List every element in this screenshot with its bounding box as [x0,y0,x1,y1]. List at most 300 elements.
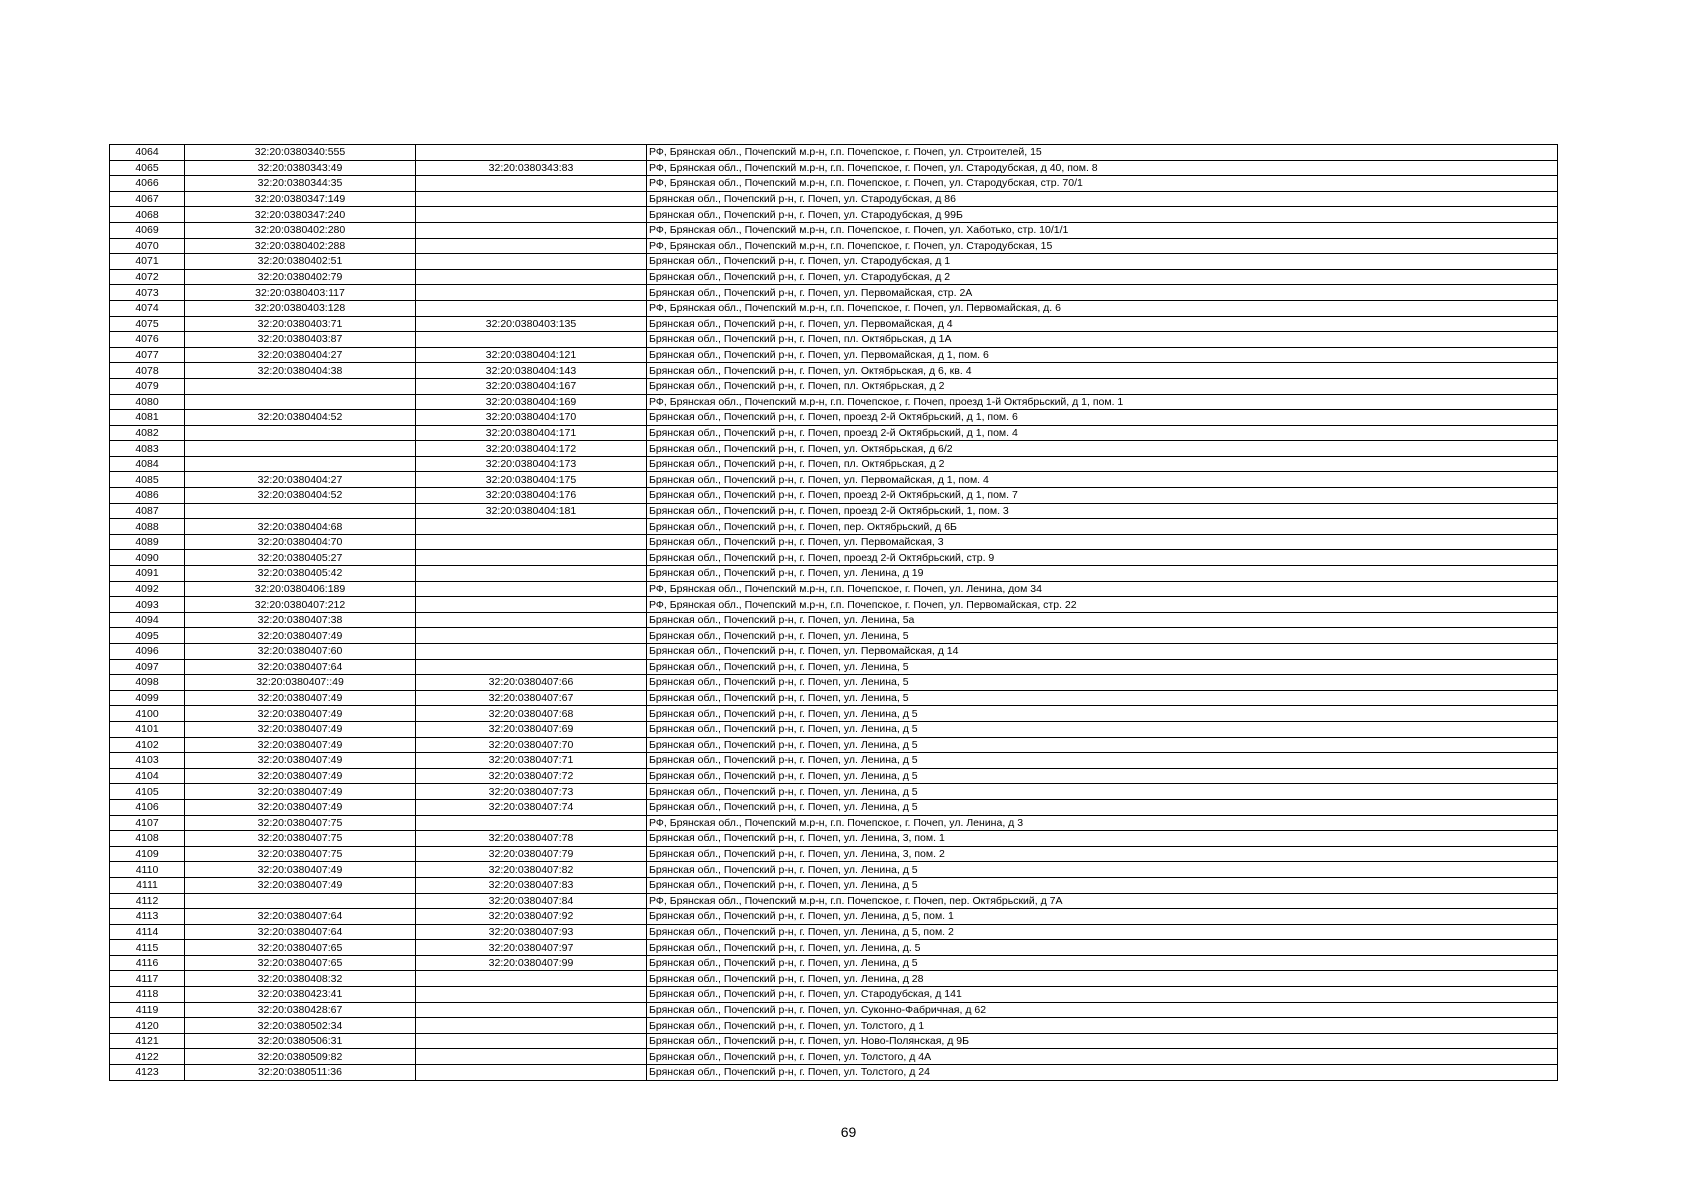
sub-cadastral-number-cell: 32:20:0380343:83 [416,160,647,176]
row-number-cell: 4112 [110,893,185,909]
cadastral-number-cell: 32:20:0380428:67 [185,1002,416,1018]
row-number-cell: 4090 [110,550,185,566]
table-row [110,1002,1558,1018]
row-number-cell: 4119 [110,1002,185,1018]
cadastral-number-cell: 32:20:0380407:49 [185,753,416,769]
cadastral-number-cell: 32:20:0380402:288 [185,238,416,254]
address-cell: РФ, Брянская обл., Почепский м.р-н, г.п. Почепское, г. Почеп, пер. Октябрьский, д 7А [647,893,1558,909]
address-cell: Брянская обл., Почепский р-н, г. Почеп, пер. Октябрьский, д 6Б [647,519,1558,535]
sub-cadastral-number-cell: 32:20:0380407:78 [416,831,647,847]
cadastral-number-cell [185,378,416,394]
sub-cadastral-number-cell: 32:20:0380407:71 [416,753,647,769]
cadastral-number-cell: 32:20:0380404:68 [185,519,416,535]
sub-cadastral-number-cell [416,300,647,316]
address-cell: Брянская обл., Почепский р-н, г. Почеп, ул. Ленина, 5а [647,612,1558,628]
row-number-cell: 4117 [110,971,185,987]
sub-cadastral-number-cell: 32:20:0380404:170 [416,410,647,426]
address-cell: Брянская обл., Почепский р-н, г. Почеп, ул. Ленина, д 19 [647,566,1558,582]
address-cell: Брянская обл., Почепский р-н, г. Почеп, ул. Ленина, д 5 [647,862,1558,878]
row-number-cell: 4065 [110,160,185,176]
table-row [110,690,1558,706]
sub-cadastral-number-cell: 32:20:0380407:79 [416,846,647,862]
sub-cadastral-number-cell: 32:20:0380404:143 [416,363,647,379]
sub-cadastral-number-cell: 32:20:0380407:68 [416,706,647,722]
cadastral-number-cell: 32:20:0380407:49 [185,862,416,878]
table-row [110,955,1558,971]
address-cell: Брянская обл., Почепский р-н, г. Почеп, ул. Толстого, д 1 [647,1018,1558,1034]
table-row [110,285,1558,301]
sub-cadastral-number-cell [416,566,647,582]
table-row [110,831,1558,847]
sub-cadastral-number-cell [416,987,647,1003]
table-row [110,659,1558,675]
table-row [110,971,1558,987]
cadastral-number-cell: 32:20:0380404:27 [185,347,416,363]
sub-cadastral-number-cell: 32:20:0380404:176 [416,488,647,504]
sub-cadastral-number-cell: 32:20:0380407:93 [416,924,647,940]
sub-cadastral-number-cell [416,659,647,675]
address-cell: Брянская обл., Почепский р-н, г. Почеп, ул. Ленина, д. 5 [647,940,1558,956]
row-number-cell: 4113 [110,909,185,925]
sub-cadastral-number-cell: 32:20:0380404:172 [416,441,647,457]
cadastral-number-cell: 32:20:0380407:64 [185,924,416,940]
property-table [109,144,1558,1081]
address-cell: Брянская обл., Почепский р-н, г. Почеп, ул. Ленина, д 5, пом. 1 [647,909,1558,925]
table-row [110,207,1558,223]
cadastral-number-cell [185,503,416,519]
sub-cadastral-number-cell [416,581,647,597]
address-cell: Брянская обл., Почепский р-н, г. Почеп, проезд 2-й Октябрьский, д 1, пом. 6 [647,410,1558,426]
cadastral-number-cell: 32:20:0380407:75 [185,815,416,831]
property-table-body [110,145,1558,1081]
table-row [110,254,1558,270]
cadastral-number-cell: 32:20:0380404:38 [185,363,416,379]
cadastral-number-cell: 32:20:0380347:240 [185,207,416,223]
cadastral-number-cell: 32:20:0380407:49 [185,737,416,753]
address-cell: Брянская обл., Почепский р-н, г. Почеп, ул. Первомайская, д 1, пом. 4 [647,472,1558,488]
table-row [110,644,1558,660]
address-cell: Брянская обл., Почепский р-н, г. Почеп, проезд 2-й Октябрьский, 1, пом. 3 [647,503,1558,519]
cadastral-number-cell: 32:20:0380408:32 [185,971,416,987]
row-number-cell: 4091 [110,566,185,582]
sub-cadastral-number-cell: 32:20:0380407:97 [416,940,647,956]
row-number-cell: 4079 [110,378,185,394]
address-cell: Брянская обл., Почепский р-н, г. Почеп, ул. Ленина, д 5 [647,768,1558,784]
cadastral-number-cell: 32:20:0380407:49 [185,768,416,784]
cadastral-number-cell: 32:20:0380340:555 [185,145,416,161]
cadastral-number-cell: 32:20:0380407:64 [185,659,416,675]
sub-cadastral-number-cell: 32:20:0380403:135 [416,316,647,332]
row-number-cell: 4103 [110,753,185,769]
address-cell: Брянская обл., Почепский р-н, г. Почеп, ул. Суконно-Фабричная, д 62 [647,1002,1558,1018]
address-cell: Брянская обл., Почепский р-н, г. Почеп, проезд 2-й Октябрьский, д 1, пом. 7 [647,488,1558,504]
sub-cadastral-number-cell [416,207,647,223]
row-number-cell: 4095 [110,628,185,644]
table-row [110,316,1558,332]
row-number-cell: 4104 [110,768,185,784]
cadastral-number-cell: 32:20:0380407:49 [185,799,416,815]
table-row [110,1049,1558,1065]
row-number-cell: 4081 [110,410,185,426]
address-cell: Брянская обл., Почепский р-н, г. Почеп, ул. Ленина, 5 [647,675,1558,691]
row-number-cell: 4071 [110,254,185,270]
cadastral-number-cell: 32:20:0380407:49 [185,877,416,893]
cadastral-number-cell: 32:20:0380407:38 [185,612,416,628]
table-row [110,799,1558,815]
cadastral-number-cell: 32:20:0380407:49 [185,706,416,722]
row-number-cell: 4085 [110,472,185,488]
sub-cadastral-number-cell: 32:20:0380407:74 [416,799,647,815]
sub-cadastral-number-cell [416,644,647,660]
cadastral-number-cell: 32:20:0380344:35 [185,176,416,192]
address-cell: Брянская обл., Почепский р-н, г. Почеп, проезд 2-й Октябрьский, стр. 9 [647,550,1558,566]
table-row [110,597,1558,613]
cadastral-number-cell: 32:20:0380407::49 [185,675,416,691]
row-number-cell: 4115 [110,940,185,956]
row-number-cell: 4118 [110,987,185,1003]
cadastral-number-cell: 32:20:0380407:49 [185,628,416,644]
address-cell: РФ, Брянская обл., Почепский м.р-н, г.п. Почепское, г. Почеп, ул. Ленина, дом 34 [647,581,1558,597]
cadastral-number-cell: 32:20:0380407:75 [185,846,416,862]
address-cell: Брянская обл., Почепский р-н, г. Почеп, ул. Ленина, д 5 [647,721,1558,737]
cadastral-number-cell: 32:20:0380407:65 [185,955,416,971]
sub-cadastral-number-cell [416,238,647,254]
sub-cadastral-number-cell [416,519,647,535]
address-cell: Брянская обл., Почепский р-н, г. Почеп, ул. Ленина, д 5 [647,737,1558,753]
address-cell: РФ, Брянская обл., Почепский м.р-н, г.п. Почепское, г. Почеп, ул. Строителей, 15 [647,145,1558,161]
sub-cadastral-number-cell [416,550,647,566]
row-number-cell: 4074 [110,300,185,316]
table-row [110,877,1558,893]
row-number-cell: 4121 [110,1033,185,1049]
address-cell: РФ, Брянская обл., Почепский м.р-н, г.п. Почепское, г. Почеп, ул. Первомайская, стр. 22 [647,597,1558,613]
cadastral-number-cell: 32:20:0380405:42 [185,566,416,582]
row-number-cell: 4109 [110,846,185,862]
table-row [110,862,1558,878]
sub-cadastral-number-cell: 32:20:0380404:175 [416,472,647,488]
cadastral-number-cell: 32:20:0380347:149 [185,191,416,207]
sub-cadastral-number-cell: 32:20:0380404:169 [416,394,647,410]
sub-cadastral-number-cell: 32:20:0380407:67 [416,690,647,706]
row-number-cell: 4107 [110,815,185,831]
table-row [110,176,1558,192]
sub-cadastral-number-cell [416,612,647,628]
cadastral-number-cell: 32:20:0380407:49 [185,784,416,800]
address-cell: Брянская обл., Почепский р-н, г. Почеп, ул. Стародубская, д 2 [647,269,1558,285]
sub-cadastral-number-cell [416,971,647,987]
sub-cadastral-number-cell: 32:20:0380404:173 [416,456,647,472]
address-cell: Брянская обл., Почепский р-н, г. Почеп, ул. Ленина, д 5 [647,753,1558,769]
cadastral-number-cell: 32:20:0380404:27 [185,472,416,488]
sub-cadastral-number-cell: 32:20:0380407:73 [416,784,647,800]
cadastral-number-cell: 32:20:0380402:79 [185,269,416,285]
table-row [110,815,1558,831]
address-cell: Брянская обл., Почепский р-н, г. Почеп, ул. Ленина, д 28 [647,971,1558,987]
cadastral-number-cell: 32:20:0380402:51 [185,254,416,270]
address-cell: Брянская обл., Почепский р-н, г. Почеп, ул. Ленина, д 5, пом. 2 [647,924,1558,940]
row-number-cell: 4069 [110,222,185,238]
table-row [110,768,1558,784]
address-cell: Брянская обл., Почепский р-н, г. Почеп, ул. Толстого, д 24 [647,1065,1558,1081]
row-number-cell: 4068 [110,207,185,223]
row-number-cell: 4089 [110,534,185,550]
sub-cadastral-number-cell: 32:20:0380407:84 [416,893,647,909]
table-row [110,628,1558,644]
cadastral-number-cell: 32:20:0380403:117 [185,285,416,301]
sub-cadastral-number-cell [416,254,647,270]
table-row [110,191,1558,207]
cadastral-number-cell: 32:20:0380511:36 [185,1065,416,1081]
cadastral-number-cell: 32:20:0380343:49 [185,160,416,176]
cadastral-number-cell: 32:20:0380403:71 [185,316,416,332]
table-row [110,550,1558,566]
sub-cadastral-number-cell: 32:20:0380407:83 [416,877,647,893]
row-number-cell: 4110 [110,862,185,878]
row-number-cell: 4077 [110,347,185,363]
row-number-cell: 4082 [110,425,185,441]
address-cell: РФ, Брянская обл., Почепский м.р-н, г.п. Почепское, г. Почеп, ул. Стародубская, д 40, пом. 8 [647,160,1558,176]
table-row [110,566,1558,582]
row-number-cell: 4083 [110,441,185,457]
row-number-cell: 4120 [110,1018,185,1034]
row-number-cell: 4114 [110,924,185,940]
address-cell: Брянская обл., Почепский р-н, г. Почеп, ул. Толстого, д 4А [647,1049,1558,1065]
cadastral-number-cell: 32:20:0380407:60 [185,644,416,660]
address-cell: Брянская обл., Почепский р-н, г. Почеп, ул. Ленина, д 5 [647,955,1558,971]
sub-cadastral-number-cell [416,145,647,161]
cadastral-number-cell: 32:20:0380423:41 [185,987,416,1003]
table-row [110,846,1558,862]
address-cell: Брянская обл., Почепский р-н, г. Почеп, ул. Ленина, 5 [647,628,1558,644]
sub-cadastral-number-cell [416,1018,647,1034]
row-number-cell: 4105 [110,784,185,800]
sub-cadastral-number-cell [416,332,647,348]
cadastral-number-cell: 32:20:0380407:65 [185,940,416,956]
cadastral-number-cell: 32:20:0380407:49 [185,690,416,706]
sub-cadastral-number-cell [416,1033,647,1049]
sub-cadastral-number-cell: 32:20:0380407:82 [416,862,647,878]
address-cell: Брянская обл., Почепский р-н, г. Почеп, ул. Первомайская, д 1, пом. 6 [647,347,1558,363]
address-cell: Брянская обл., Почепский р-н, г. Почеп, ул. Первомайская, д 4 [647,316,1558,332]
sub-cadastral-number-cell: 32:20:0380407:99 [416,955,647,971]
table-row [110,675,1558,691]
table-row [110,488,1558,504]
table-row [110,160,1558,176]
cadastral-number-cell: 32:20:0380406:189 [185,581,416,597]
sub-cadastral-number-cell [416,1065,647,1081]
cadastral-number-cell [185,394,416,410]
table-row [110,987,1558,1003]
sub-cadastral-number-cell [416,1049,647,1065]
sub-cadastral-number-cell: 32:20:0380407:66 [416,675,647,691]
table-row [110,519,1558,535]
row-number-cell: 4067 [110,191,185,207]
sub-cadastral-number-cell [416,597,647,613]
table-row [110,1065,1558,1081]
cadastral-number-cell: 32:20:0380403:87 [185,332,416,348]
cadastral-number-cell: 32:20:0380407:64 [185,909,416,925]
sub-cadastral-number-cell [416,285,647,301]
table-row [110,425,1558,441]
table-row [110,394,1558,410]
address-cell: Брянская обл., Почепский р-н, г. Почеп, ул. Октябрьская, д 6, кв. 4 [647,363,1558,379]
sub-cadastral-number-cell [416,176,647,192]
row-number-cell: 4076 [110,332,185,348]
row-number-cell: 4123 [110,1065,185,1081]
cadastral-number-cell: 32:20:0380404:52 [185,488,416,504]
table-row [110,721,1558,737]
row-number-cell: 4111 [110,877,185,893]
sub-cadastral-number-cell [416,815,647,831]
row-number-cell: 4092 [110,581,185,597]
cadastral-number-cell: 32:20:0380403:128 [185,300,416,316]
row-number-cell: 4108 [110,831,185,847]
table-row [110,909,1558,925]
address-cell: Брянская обл., Почепский р-н, г. Почеп, ул. Ленина, д 5 [647,799,1558,815]
address-cell: Брянская обл., Почепский р-н, г. Почеп, пл. Октябрьская, д 2 [647,378,1558,394]
address-cell: Брянская обл., Почепский р-н, г. Почеп, ул. Стародубская, д 86 [647,191,1558,207]
address-cell: Брянская обл., Почепский р-н, г. Почеп, ул. Первомайская, 3 [647,534,1558,550]
table-row [110,347,1558,363]
address-cell: Брянская обл., Почепский р-н, г. Почеп, ул. Ленина, 5 [647,690,1558,706]
address-cell: Брянская обл., Почепский р-н, г. Почеп, ул. Ленина, 3, пом. 1 [647,831,1558,847]
table-row [110,269,1558,285]
table-row [110,893,1558,909]
row-number-cell: 4075 [110,316,185,332]
row-number-cell: 4078 [110,363,185,379]
table-row [110,238,1558,254]
table-row [110,784,1558,800]
address-cell: Брянская обл., Почепский р-н, г. Почеп, ул. Стародубская, д 1 [647,254,1558,270]
sub-cadastral-number-cell: 32:20:0380407:72 [416,768,647,784]
row-number-cell: 4098 [110,675,185,691]
cadastral-number-cell: 32:20:0380506:31 [185,1033,416,1049]
table-row [110,410,1558,426]
sub-cadastral-number-cell: 32:20:0380407:69 [416,721,647,737]
cadastral-number-cell [185,893,416,909]
address-cell: Брянская обл., Почепский р-н, г. Почеп, пл. Октябрьская, д 2 [647,456,1558,472]
address-cell: РФ, Брянская обл., Почепский м.р-н, г.п. Почепское, г. Почеп, проезд 1-й Октябрьский, д 1, пом. 1 [647,394,1558,410]
address-cell: РФ, Брянская обл., Почепский м.р-н, г.п. Почепское, г. Почеп, ул. Ленина, д 3 [647,815,1558,831]
cadastral-number-cell: 32:20:0380509:82 [185,1049,416,1065]
page-number: 69 [840,1124,857,1140]
sub-cadastral-number-cell [416,628,647,644]
cadastral-number-cell [185,425,416,441]
table-row [110,534,1558,550]
cadastral-number-cell: 32:20:0380407:212 [185,597,416,613]
cadastral-number-cell: 32:20:0380405:27 [185,550,416,566]
sub-cadastral-number-cell: 32:20:0380404:121 [416,347,647,363]
table-row [110,441,1558,457]
address-cell: РФ, Брянская обл., Почепский м.р-н, г.п. Почепское, г. Почеп, ул. Стародубская, 15 [647,238,1558,254]
sub-cadastral-number-cell: 32:20:0380407:92 [416,909,647,925]
table-row [110,940,1558,956]
sub-cadastral-number-cell [416,191,647,207]
row-number-cell: 4097 [110,659,185,675]
address-cell: РФ, Брянская обл., Почепский м.р-н, г.п. Почепское, г. Почеп, ул. Стародубская, стр. 70/1 [647,176,1558,192]
table-row [110,503,1558,519]
address-cell: Брянская обл., Почепский р-н, г. Почеп, ул. Ленина, 5 [647,659,1558,675]
sub-cadastral-number-cell [416,534,647,550]
sub-cadastral-number-cell: 32:20:0380407:70 [416,737,647,753]
cadastral-number-cell: 32:20:0380404:70 [185,534,416,550]
address-cell: РФ, Брянская обл., Почепский м.р-н, г.п. Почепское, г. Почеп, ул. Первомайская, д. 6 [647,300,1558,316]
address-cell: Брянская обл., Почепский р-н, г. Почеп, ул. Стародубская, д 99Б [647,207,1558,223]
table-row [110,581,1558,597]
sub-cadastral-number-cell: 32:20:0380404:167 [416,378,647,394]
address-cell: РФ, Брянская обл., Почепский м.р-н, г.п. Почепское, г. Почеп, ул. Хаботько, стр. 10/1/1 [647,222,1558,238]
cadastral-number-cell: 32:20:0380502:34 [185,1018,416,1034]
row-number-cell: 4122 [110,1049,185,1065]
row-number-cell: 4073 [110,285,185,301]
row-number-cell: 4106 [110,799,185,815]
sub-cadastral-number-cell [416,269,647,285]
sub-cadastral-number-cell: 32:20:0380404:171 [416,425,647,441]
table-row [110,1033,1558,1049]
address-cell: Брянская обл., Почепский р-н, г. Почеп, ул. Ленина, д 5 [647,784,1558,800]
row-number-cell: 4087 [110,503,185,519]
address-cell: Брянская обл., Почепский р-н, г. Почеп, ул. Первомайская, стр. 2А [647,285,1558,301]
table-row [110,378,1558,394]
row-number-cell: 4088 [110,519,185,535]
address-cell: Брянская обл., Почепский р-н, г. Почеп, пл. Октябрьская, д 1А [647,332,1558,348]
row-number-cell: 4096 [110,644,185,660]
sub-cadastral-number-cell [416,1002,647,1018]
row-number-cell: 4066 [110,176,185,192]
row-number-cell: 4084 [110,456,185,472]
row-number-cell: 4086 [110,488,185,504]
sub-cadastral-number-cell: 32:20:0380404:181 [416,503,647,519]
table-row [110,612,1558,628]
table-row [110,1018,1558,1034]
table-row [110,737,1558,753]
row-number-cell: 4099 [110,690,185,706]
table-row [110,145,1558,161]
address-cell: Брянская обл., Почепский р-н, г. Почеп, ул. Первомайская, д 14 [647,644,1558,660]
row-number-cell: 4064 [110,145,185,161]
cadastral-number-cell [185,441,416,457]
cadastral-number-cell [185,456,416,472]
row-number-cell: 4102 [110,737,185,753]
address-cell: Брянская обл., Почепский р-н, г. Почеп, ул. Октябрьская, д 6/2 [647,441,1558,457]
row-number-cell: 4094 [110,612,185,628]
table-row [110,706,1558,722]
cadastral-number-cell: 32:20:0380407:75 [185,831,416,847]
row-number-cell: 4070 [110,238,185,254]
address-cell: Брянская обл., Почепский р-н, г. Почеп, проезд 2-й Октябрьский, д 1, пом. 4 [647,425,1558,441]
table-row [110,753,1558,769]
table-row [110,300,1558,316]
table-row [110,924,1558,940]
table-row [110,456,1558,472]
address-cell: Брянская обл., Почепский р-н, г. Почеп, ул. Ленина, д 5 [647,877,1558,893]
row-number-cell: 4100 [110,706,185,722]
table-row [110,363,1558,379]
row-number-cell: 4093 [110,597,185,613]
address-cell: Брянская обл., Почепский р-н, г. Почеп, ул. Ленина, 3, пом. 2 [647,846,1558,862]
cadastral-number-cell: 32:20:0380407:49 [185,721,416,737]
cadastral-number-cell: 32:20:0380402:280 [185,222,416,238]
table-row [110,472,1558,488]
table-row [110,222,1558,238]
row-number-cell: 4072 [110,269,185,285]
address-cell: Брянская обл., Почепский р-н, г. Почеп, ул. Ново-Полянская, д 9Б [647,1033,1558,1049]
cadastral-number-cell: 32:20:0380404:52 [185,410,416,426]
table-row [110,332,1558,348]
row-number-cell: 4080 [110,394,185,410]
address-cell: Брянская обл., Почепский р-н, г. Почеп, ул. Ленина, д 5 [647,706,1558,722]
row-number-cell: 4116 [110,955,185,971]
